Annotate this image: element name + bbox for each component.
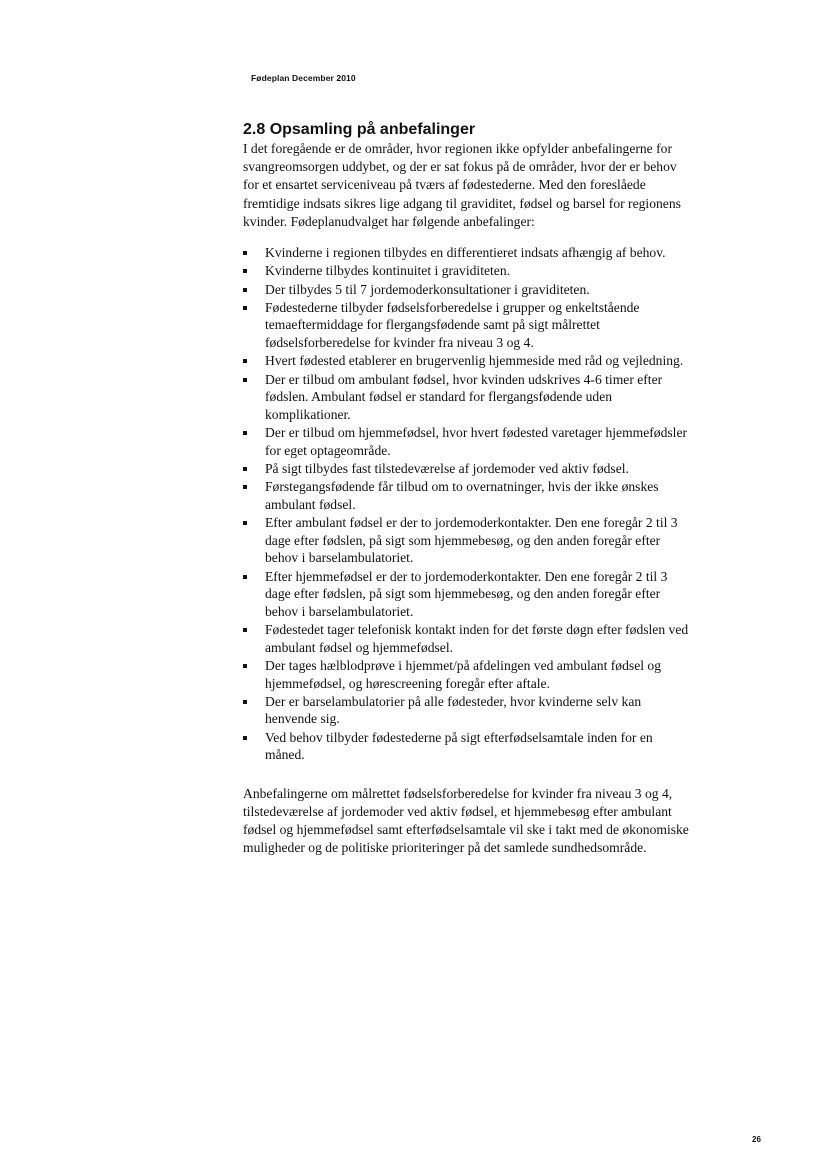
recommendation-text: Der tilbydes 5 til 7 jordemoderkonsultationer i graviditeten. bbox=[265, 281, 590, 297]
recommendation-item bbox=[243, 478, 689, 513]
bullet-icon bbox=[243, 736, 247, 740]
bullet-icon bbox=[243, 700, 247, 704]
recommendations-list bbox=[243, 244, 689, 764]
recommendation-item bbox=[243, 621, 689, 656]
recommendation-item bbox=[243, 424, 689, 459]
recommendation-text: Efter hjemmefødsel er der to jordemoderkontakter. Den ene foregår 2 til 3 dage efter fødslen, på sigt som hjemmebesøg, og den anden foregår efter behov i barselambulatoriet. bbox=[265, 568, 668, 619]
bullet-icon bbox=[243, 269, 247, 273]
recommendation-text: Der tages hælblodprøve i hjemmet/på afdelingen ved ambulant fødsel og hjemmefødsel, og hørescreening foregår efter aftale. bbox=[265, 657, 661, 691]
recommendation-text: Fødestedet tager telefonisk kontakt inden for det første døgn efter fødslen ved ambulant fødsel og hjemmefødsel. bbox=[265, 622, 689, 655]
recommendation-text: Ved behov tilbyder fødestederne på sigt efterfødselsamtale inden for en måned. bbox=[265, 729, 653, 763]
recommendation-item bbox=[243, 514, 689, 567]
bullet-icon bbox=[243, 251, 247, 255]
bullet-icon bbox=[243, 431, 247, 435]
recommendation-item bbox=[243, 262, 689, 280]
recommendation-text: Der er barselambulatorier på alle fødesteder, hvor kvinderne selv kan henvende sig. bbox=[265, 693, 642, 727]
recommendation-text: Efter ambulant fødsel er der to jordemoderkontakter. Den ene foregår 2 til 3 dage efter fødslen, på sigt som hjemmebesøg, og den anden foregår efter behov i barselambulatoriet. bbox=[265, 515, 678, 566]
recommendation-text: Kvinderne tilbydes kontinuitet i graviditeten. bbox=[265, 263, 511, 279]
page-content bbox=[243, 120, 689, 858]
bullet-icon bbox=[243, 485, 247, 489]
bullet-icon bbox=[243, 628, 247, 632]
recommendation-item bbox=[243, 299, 689, 352]
recommendation-text: Der er tilbud om hjemmefødsel, hvor hvert fødested varetager hjemmefødsler for eget optageområde. bbox=[265, 425, 688, 458]
closing-paragraph: Anbefalingerne om målrettet fødselsforberedelse for kvinder fra niveau 3 og 4, tilstedeværelse af jordemoder ved aktiv fødsel, et hjemmebesøg efter ambulant fødsel og hjemmefødsel samt efterfødselsamtale vil ske i takt med de økonomiske muligheder og de politiske prioriteringer på det samlede sundhedsområde. bbox=[243, 785, 689, 856]
section-title: 2.8 Opsamling på anbefalinger bbox=[243, 121, 476, 138]
bullet-icon bbox=[243, 378, 247, 382]
recommendation-text: Førstegangsfødende får tilbud om to overnatninger, hvis der ikke ønskes ambulant fødsel. bbox=[265, 479, 659, 512]
page-number: 26 bbox=[752, 1135, 761, 1144]
recommendation-item bbox=[243, 693, 689, 728]
recommendation-text: På sigt tilbydes fast tilstedeværelse af jordemoder ved aktiv fødsel. bbox=[265, 460, 629, 476]
recommendation-item bbox=[243, 281, 689, 299]
recommendation-text: Kvinderne i regionen tilbydes en differentieret indsats afhængig af behov. bbox=[265, 245, 666, 261]
intro-paragraph: I det foregående er de områder, hvor regionen ikke opfylder anbefalingerne for svangreomsorgen uddybet, og der er sat fokus på de områder, hvor der er behov for et ensartet serviceniveau på tværs af fødestederne. Med den foreslåede fremtidige indsats sikres lige adgang til graviditet, fødsel og barsel for regionens kvinder. Fødeplanudvalget har følgende anbefalinger: bbox=[243, 141, 681, 229]
recommendation-item bbox=[243, 568, 689, 621]
recommendation-item bbox=[243, 729, 689, 764]
recommendation-text: Der er tilbud om ambulant fødsel, hvor kvinden udskrives 4-6 timer efter fødslen. Ambulant fødsel er standard for flergangsfødende uden komplikationer. bbox=[265, 371, 663, 422]
recommendation-item bbox=[243, 460, 689, 478]
recommendation-item bbox=[243, 352, 689, 370]
recommendation-text: Hvert fødested etablerer en brugervenlig hjemmeside med råd og vejledning. bbox=[265, 353, 684, 369]
bullet-icon bbox=[243, 575, 247, 579]
bullet-icon bbox=[243, 467, 247, 471]
bullet-icon bbox=[243, 521, 247, 525]
running-header: Fødeplan December 2010 bbox=[251, 73, 356, 83]
recommendation-item bbox=[243, 657, 689, 692]
bullet-icon bbox=[243, 664, 247, 668]
recommendation-item bbox=[243, 371, 689, 424]
bullet-icon bbox=[243, 306, 247, 310]
recommendation-text: Fødestederne tilbyder fødselsforberedelse i grupper og enkeltstående temaeftermiddage for flergangsfødende samt på sigt målrettet fødselsforberedelse for kvinder fra niveau 3 og 4. bbox=[265, 299, 640, 351]
bullet-icon bbox=[243, 288, 247, 292]
recommendation-item bbox=[243, 244, 689, 262]
bullet-icon bbox=[243, 359, 247, 363]
